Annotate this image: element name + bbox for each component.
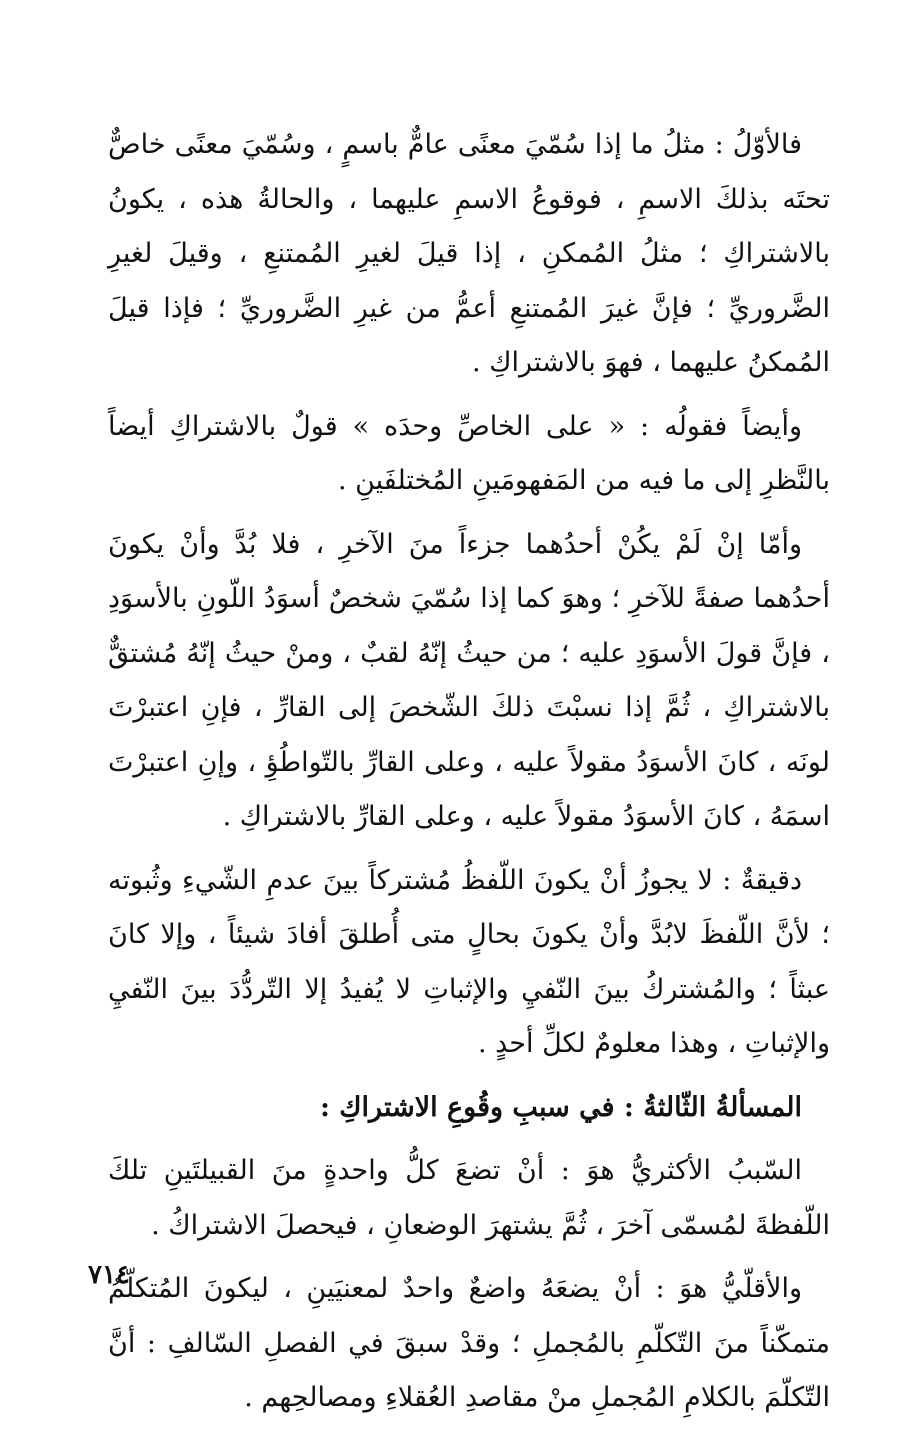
body-text [108, 118, 830, 1435]
paragraph-attribute: وأمّا إنْ لَمْ يكُنْ أحدُهما جزءاً منَ الآخرِ ، فلا بُدَّ وأنْ يكونَ أحدُهما صفةً للآخرِ ؛ وهوَ كما إذا سُمّيَ شخصٌ أسوَدُ اللّونِ بالأسوَدِ ، فإنَّ قولَ الأسوَدِ عليه ؛ من حيثُ إنّهُ لقبٌ ، ومنْ حيثُ إنّهُ مُشتقٌّ بالاشتراكِ ، ثُمَّ إذا نسبْتَ ذلكَ الشّخصَ إلى القارِّ ، فإنِ اعتبرْتَ لونَه ، كانَ الأسوَدُ مقولاً عليه ، وعلى القارِّ بالتّواطُؤِ ، وإنِ اعتبرْتَ اسمَهُ ، كانَ الأسوَدُ مقولاً عليه ، وعلى القارِّ بالاشتراكِ . [108, 528, 830, 832]
paragraph-minor-cause: والأقلّيُّ هوَ : أنْ يضعَهُ واضعٌ واحدٌ لمعنيَينِ ، ليكونَ المُتكلّمُ متمكّناً منَ التّكلّمِ بالمُجملِ ؛ وقدْ سبقَ في الفصلِ السّالفِ : أنَّ التّكلّمَ بالكلامِ المُجملِ منْ مقاصدِ العُقلاءِ ومصالحِهم . [108, 1273, 830, 1413]
page-number: ٧١٤ [88, 1260, 130, 1290]
paragraph-first-type: فالأوّلُ : مثلُ ما إذا سُمّيَ معنًى عامٌّ باسمٍ ، وسُمّيَ معنًى خاصٌّ تحتَه بذلكَ الاسمِ ، فوقوعُ الاسمِ عليهما ، والحالةُ هذه ، يكونُ بالاشتراكِ ؛ مثلُ المُمكنِ ، إذا قيلَ لغيرِ المُمتنعِ ، وقيلَ لغيرِ الضَّروريِّ ؛ فإنَّ غيرَ المُمتنعِ أعمُّ من غيرِ الضَّروريِّ ؛ فإذا قيلَ المُمكنُ عليهما ، فهوَ بالاشتراكِ . [108, 129, 830, 378]
paragraph-subtle-point: دقيقةٌ : لا يجوزُ أنْ يكونَ اللّفظُ مُشتركاً بينَ عدمِ الشّيءِ وثُبوته ؛ لأنَّ اللّفظَ لابُدَّ وأنْ يكونَ بحالٍ متى أُطلقَ أفادَ شيئاً ، وإلا كانَ عبثاً ؛ والمُشتركُ بينَ النّفيِ والإثباتِ لا يُفيدُ إلا التّردُّدَ بينَ النّفيِ والإثباتِ ، وهذا معلومٌ لكلِّ أحدٍ . [108, 864, 831, 1059]
section-heading: المسألةُ الثّالثةُ : في سببِ وقُوعِ الاشتراكِ : [319, 1091, 802, 1123]
paragraph-major-cause: السّببُ الأكثريُّ هوَ : أنْ تضعَ كلُّ واحدةٍ منَ القبيلتَينِ تلكَ اللّفظةَ لمُسمّى آخرَ ، ثُمَّ يشتهرَ الوضعانِ ، فيحصلَ الاشتراكُ . [108, 1155, 830, 1241]
paragraph-also: وأيضاً فقولُه : « على الخاصِّ وحدَه » قولٌ بالاشتراكِ أيضاً بالنَّظرِ إلى ما فيه من المَفهومَينِ المُختلفَينِ . [108, 410, 830, 496]
